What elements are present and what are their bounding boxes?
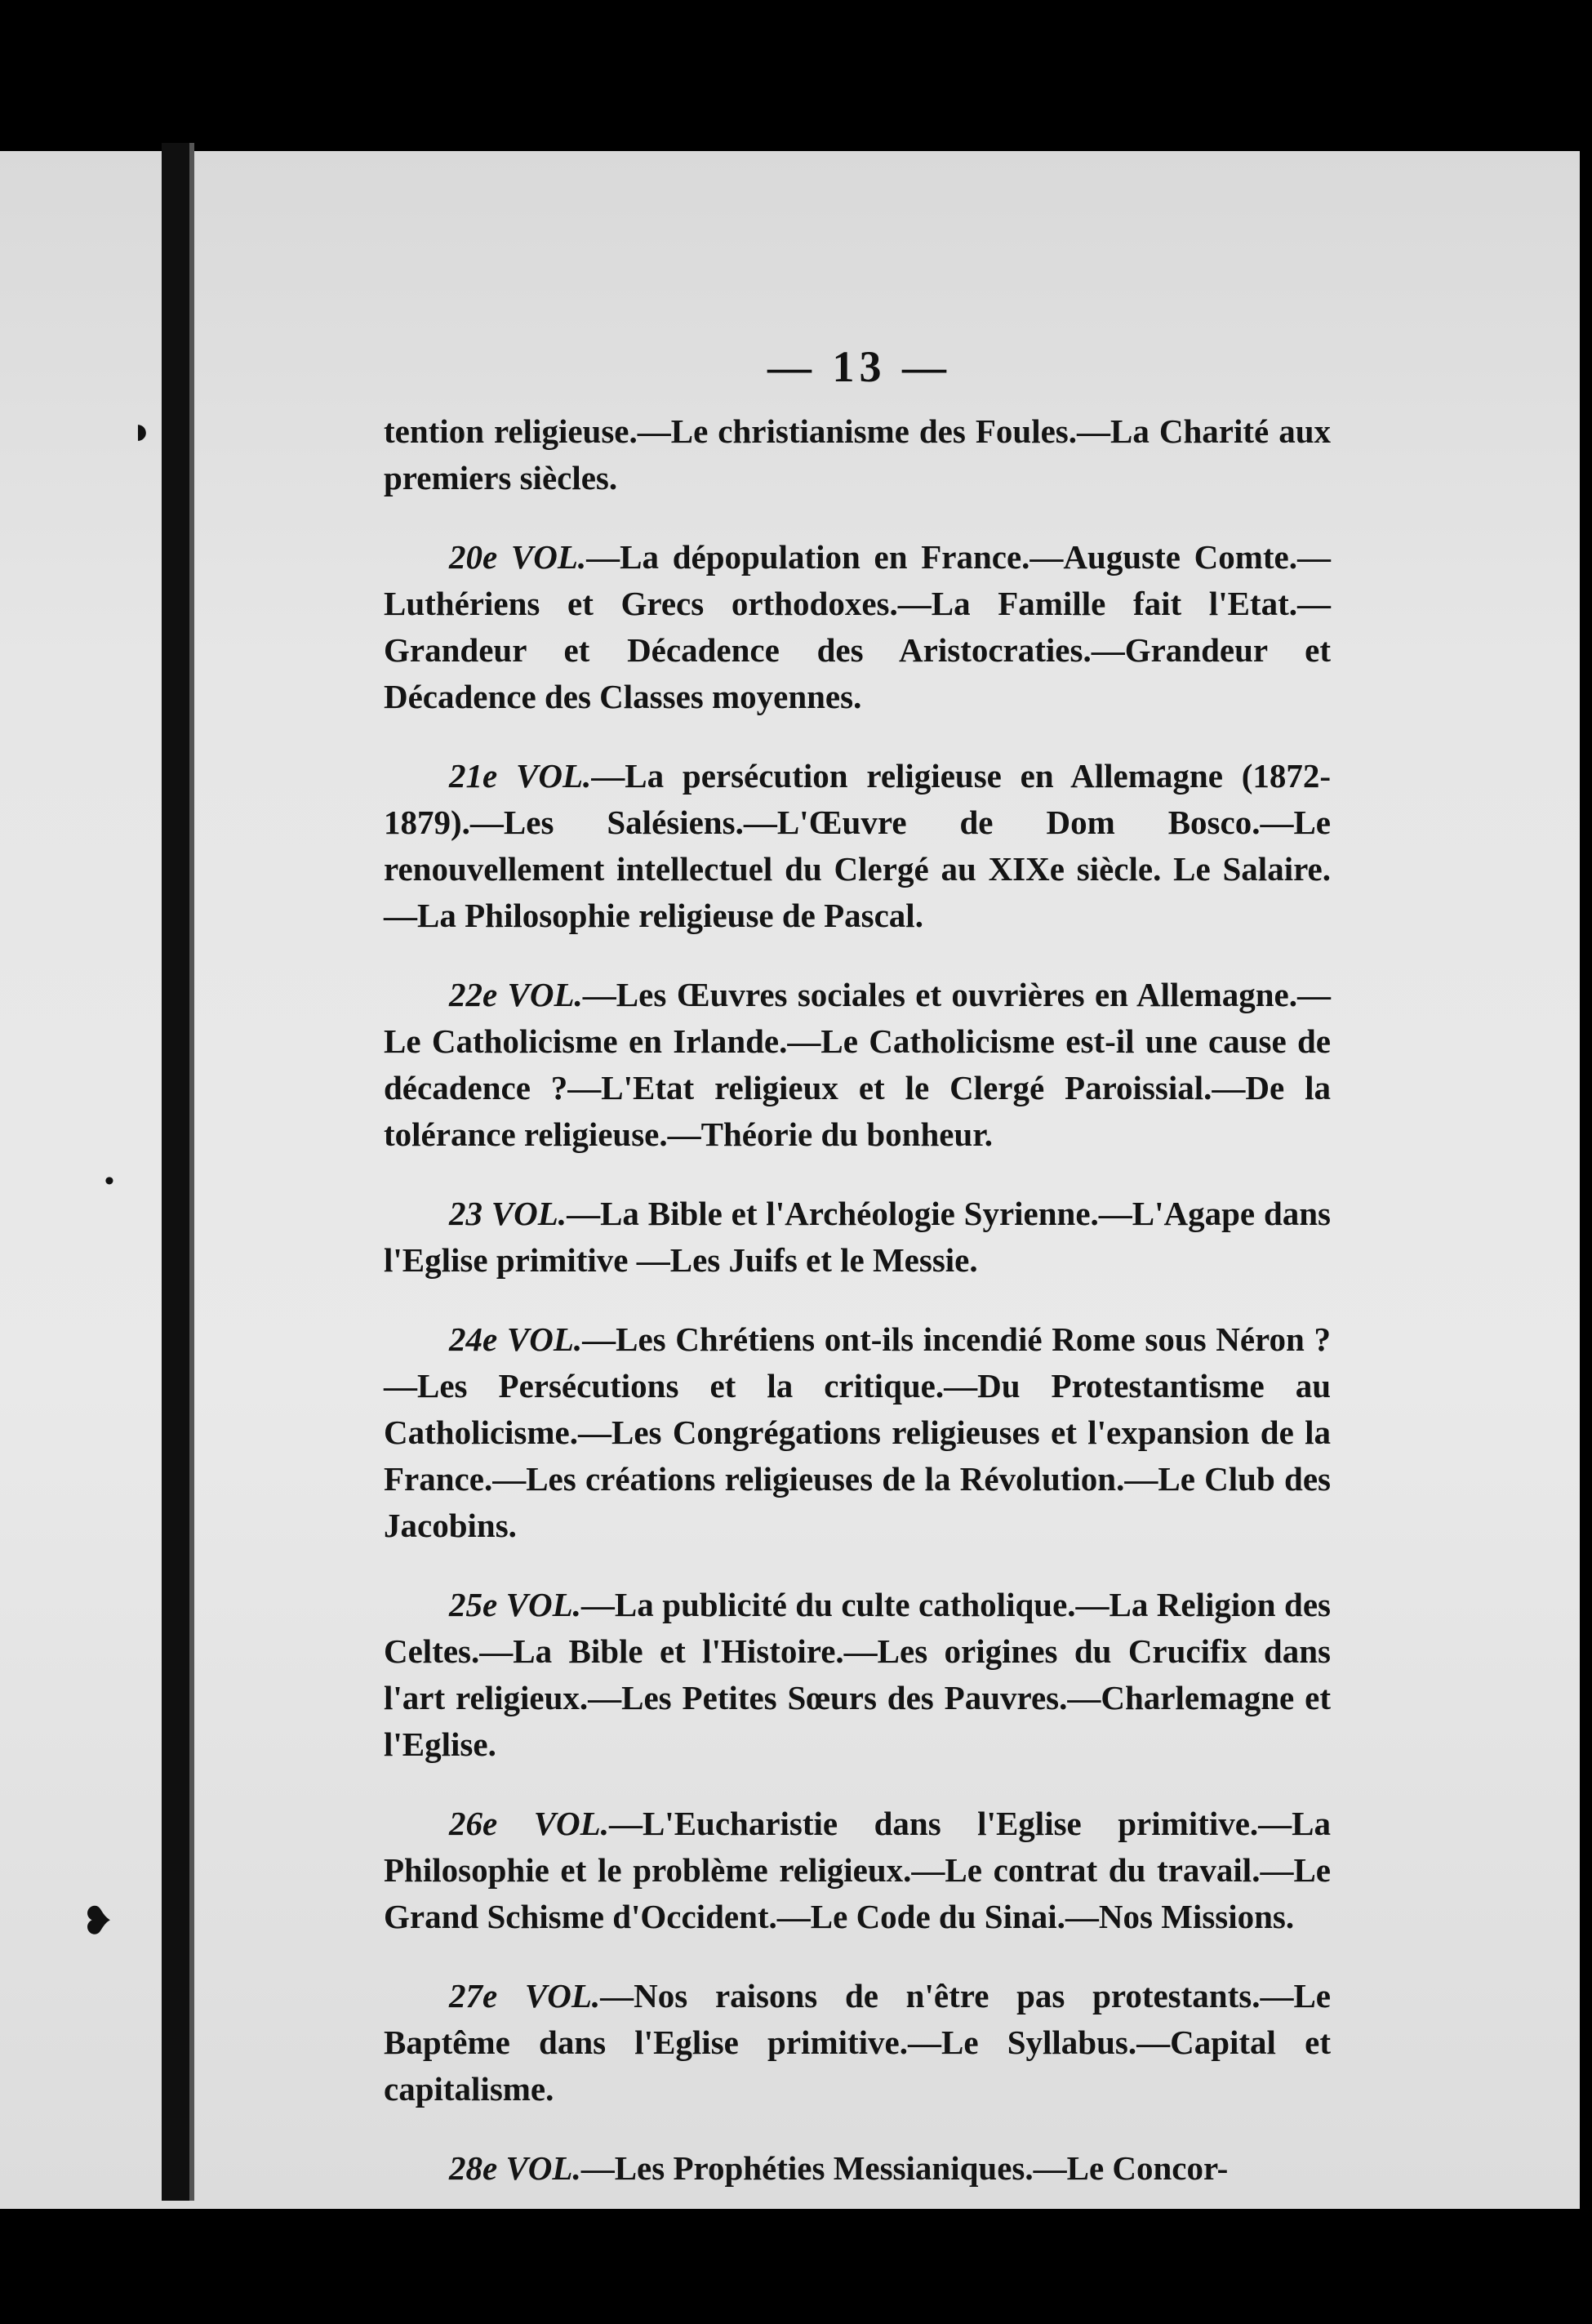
volume-label: 25e VOL. xyxy=(449,1586,581,1623)
volume-contents: —La persécution religieuse en Allemagne (1872-1879).—Les Salésiens.—L'Œuvre de Dom Bosco.—Le renouvellement intellectuel du Clergé au XIXe siècle. Le Salaire.—La Philosophie religieuse de Pascal. xyxy=(384,757,1332,934)
volume-entry xyxy=(384,2145,1331,2192)
volume-entry xyxy=(384,1801,1331,1940)
margin-mark: ❥ xyxy=(82,1900,113,1942)
volume-label: 26e VOL. xyxy=(449,1805,609,1842)
volume-entry xyxy=(384,972,1331,1158)
margin-mark: • xyxy=(105,1166,114,1196)
paragraph xyxy=(384,408,1331,501)
volume-label: 24e VOL. xyxy=(449,1320,583,1358)
volume-contents: —L'Eucharistie dans l'Eglise primitive.—La Philosophie et le problème religieux.—Le contrat du travail.—Le Grand Schisme d'Occident.—Le Code du Sinai.—Nos Missions. xyxy=(384,1805,1332,1935)
binding-edge xyxy=(162,143,189,2201)
scan-border-top xyxy=(0,0,1592,151)
volume-entry xyxy=(384,1316,1331,1549)
volume-entry xyxy=(384,534,1331,720)
volume-contents: —Nos raisons de n'être pas protestants.—Le Baptême dans l'Eglise primitive.—Le Syllabus.—Capital et capitalisme. xyxy=(384,1977,1332,2108)
volume-contents: —Les Œuvres sociales et ouvrières en Allemagne.—Le Catholicisme en Irlande.—Le Catholicisme est-il une cause de décadence ?—L'Etat religieux et le Clergé Paroissial.—De la tolérance religieuse.—Théorie du bonheur. xyxy=(384,976,1331,1153)
margin-mark: ◗ xyxy=(131,410,153,452)
volume-entry xyxy=(384,1582,1331,1768)
paragraph-text: tention religieuse.—Le christianisme des Foules.—La Charité aux premiers siècles. xyxy=(384,412,1331,496)
volume-label: 27e VOL. xyxy=(449,1977,601,2015)
page-number: — 13 — xyxy=(767,342,951,391)
volume-entry xyxy=(384,1973,1331,2113)
volume-contents: —La publicité du culte catholique.—La Religion des Celtes.—La Bible et l'Histoire.—Les origines du Crucifix dans l'art religieux.—Les Petites Sœurs des Pauvres.—Charlemagne et l'Eglise. xyxy=(384,1586,1331,1763)
volume-entry xyxy=(384,1191,1331,1284)
volume-label: 28e VOL. xyxy=(449,2149,581,2187)
binding-edge-shadow xyxy=(189,143,194,2201)
scan-border-right xyxy=(1580,163,1592,2324)
page-body xyxy=(384,408,1331,2224)
volume-contents: —Les Prophéties Messianiques.—Le Concor- xyxy=(580,2149,1229,2187)
volume-contents: —Les Chrétiens ont-ils incendié Rome sous Néron ?—Les Persécutions et la critique.—Du Protestantisme au Catholicisme.—Les Congrégations religieuses et l'expansion de la France.—Les créations religieuses de la Révolution.—Le Club des Jacobins. xyxy=(384,1320,1331,1544)
volume-label: 20e VOL. xyxy=(449,538,587,576)
volume-contents: —La Bible et l'Archéologie Syrienne.—L'Agape dans l'Eglise primitive —Les Juifs et le Messie. xyxy=(384,1195,1331,1279)
volume-label: 22e VOL. xyxy=(449,976,583,1013)
volume-contents: —La dépopulation en France.—Auguste Comte.—Luthériens et Grecs orthodoxes.—La Famille fait l'Etat.—Grandeur et Décadence des Aristocraties.—Grandeur et Décadence des Classes moyennes. xyxy=(384,538,1331,715)
volume-label: 21e VOL. xyxy=(449,757,592,795)
volume-entry xyxy=(384,753,1331,939)
volume-label: 23 VOL. xyxy=(449,1195,567,1232)
